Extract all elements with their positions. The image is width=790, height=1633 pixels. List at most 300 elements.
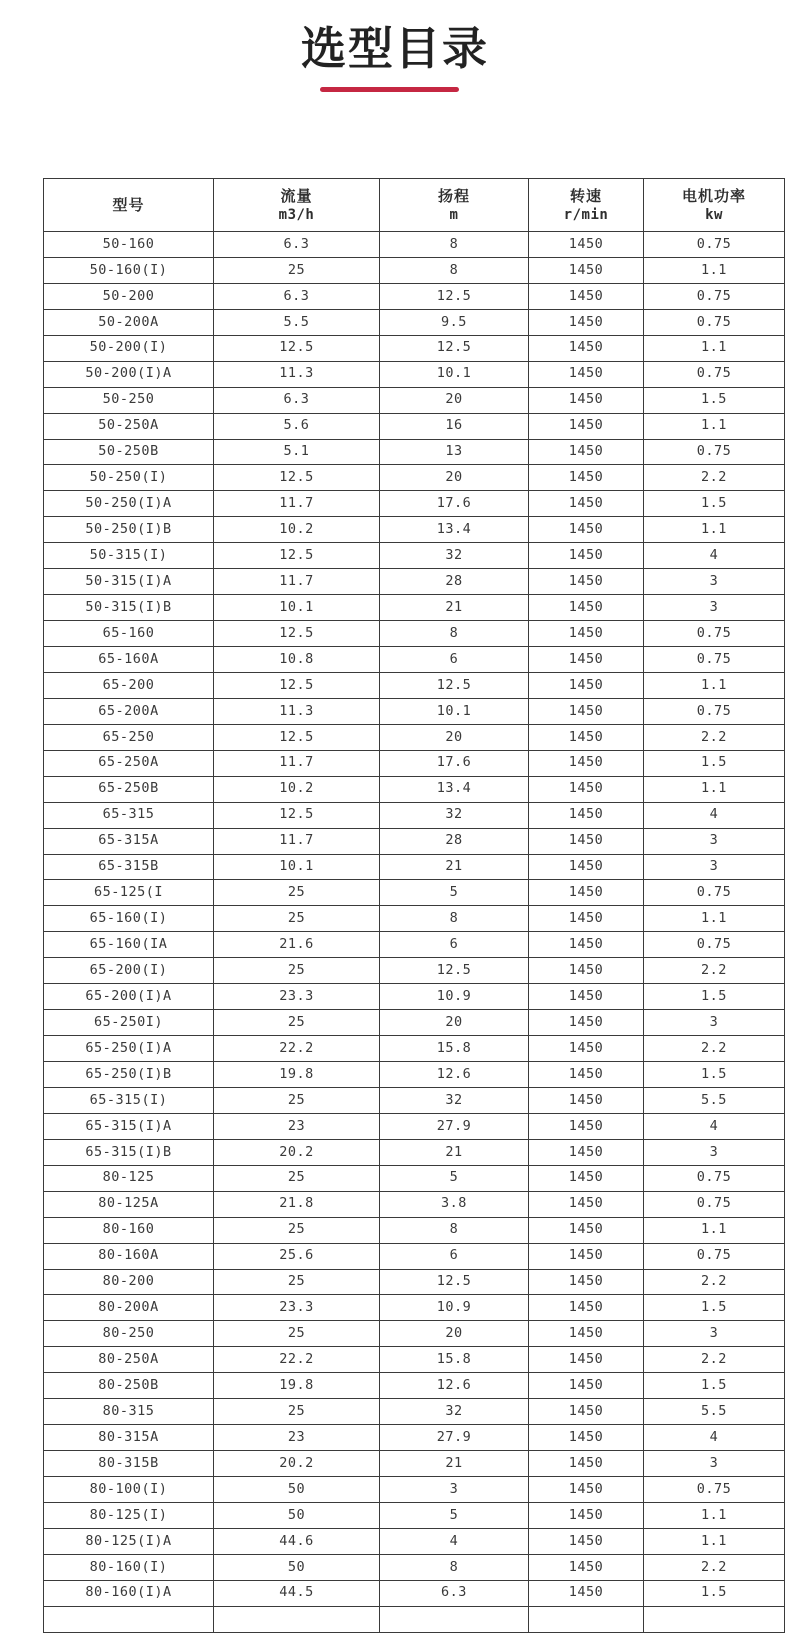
table-cell: 8 bbox=[380, 1217, 529, 1243]
table-row bbox=[44, 309, 785, 335]
table-cell: 1.1 bbox=[644, 257, 785, 283]
table-cell: 12.5 bbox=[380, 672, 529, 698]
table-cell: 5 bbox=[380, 880, 529, 906]
table-row bbox=[44, 724, 785, 750]
table-cell: 1.5 bbox=[644, 387, 785, 413]
table-cell bbox=[214, 1606, 380, 1632]
table-cell: 1450 bbox=[529, 439, 644, 465]
table-cell: 1450 bbox=[529, 1295, 644, 1321]
table-cell: 25 bbox=[214, 958, 380, 984]
table-cell: 1450 bbox=[529, 1036, 644, 1062]
table-cell: 1450 bbox=[529, 1191, 644, 1217]
col-header-speed bbox=[529, 179, 644, 232]
table-cell: 65-160 bbox=[44, 621, 214, 647]
table-cell: 25 bbox=[214, 257, 380, 283]
table-cell: 12.5 bbox=[214, 802, 380, 828]
table-cell: 80-125 bbox=[44, 1165, 214, 1191]
table-cell: 3 bbox=[644, 569, 785, 595]
table-row bbox=[44, 932, 785, 958]
table-cell: 2.2 bbox=[644, 1347, 785, 1373]
table-cell: 25 bbox=[214, 880, 380, 906]
table-cell: 20.2 bbox=[214, 1451, 380, 1477]
table-cell: 1.1 bbox=[644, 672, 785, 698]
table-cell: 1450 bbox=[529, 491, 644, 517]
col-header-power-unit: kw bbox=[705, 207, 723, 224]
table-cell: 1.1 bbox=[644, 413, 785, 439]
table-cell: 23.3 bbox=[214, 984, 380, 1010]
table-row bbox=[44, 958, 785, 984]
table-cell: 25 bbox=[214, 1321, 380, 1347]
table-cell: 1.1 bbox=[644, 1502, 785, 1528]
table-cell: 3 bbox=[644, 1139, 785, 1165]
table-cell: 1450 bbox=[529, 595, 644, 621]
table-cell: 65-315 bbox=[44, 802, 214, 828]
table-cell: 6.3 bbox=[214, 283, 380, 309]
table-cell: 1450 bbox=[529, 413, 644, 439]
table-cell: 50-315(I) bbox=[44, 543, 214, 569]
table-cell: 10.1 bbox=[214, 854, 380, 880]
table-cell: 12.5 bbox=[214, 465, 380, 491]
table-cell: 8 bbox=[380, 232, 529, 258]
table-cell: 6.3 bbox=[380, 1580, 529, 1606]
table-cell: 20.2 bbox=[214, 1139, 380, 1165]
table-cell: 10.1 bbox=[214, 595, 380, 621]
table-row bbox=[44, 257, 785, 283]
table-cell: 17.6 bbox=[380, 750, 529, 776]
table-cell: 0.75 bbox=[644, 361, 785, 387]
table-cell: 19.8 bbox=[214, 1373, 380, 1399]
table-cell: 1450 bbox=[529, 517, 644, 543]
table-row bbox=[44, 1554, 785, 1580]
table-cell bbox=[44, 1606, 214, 1632]
table-cell: 1450 bbox=[529, 257, 644, 283]
table-cell: 23 bbox=[214, 1425, 380, 1451]
col-header-speed-label: 转速 bbox=[569, 188, 602, 206]
table-cell: 1450 bbox=[529, 880, 644, 906]
table-cell: 4 bbox=[644, 1113, 785, 1139]
table-cell: 1450 bbox=[529, 1554, 644, 1580]
table-cell: 16 bbox=[380, 413, 529, 439]
table-row bbox=[44, 517, 785, 543]
table-cell: 50-315(I)A bbox=[44, 569, 214, 595]
table-row bbox=[44, 1010, 785, 1036]
table-cell: 65-160(IA bbox=[44, 932, 214, 958]
table-cell: 65-160(I) bbox=[44, 906, 214, 932]
table-cell: 80-125A bbox=[44, 1191, 214, 1217]
table-cell: 65-250B bbox=[44, 776, 214, 802]
table-cell: 27.9 bbox=[380, 1425, 529, 1451]
table-row bbox=[44, 906, 785, 932]
table-cell: 1.5 bbox=[644, 750, 785, 776]
table-cell: 1450 bbox=[529, 361, 644, 387]
table-cell: 80-125(I) bbox=[44, 1502, 214, 1528]
table-row bbox=[44, 880, 785, 906]
table-cell: 50-200(I)A bbox=[44, 361, 214, 387]
table-cell: 27.9 bbox=[380, 1113, 529, 1139]
table-cell: 13.4 bbox=[380, 517, 529, 543]
table-cell: 28 bbox=[380, 828, 529, 854]
table-cell: 4 bbox=[644, 1425, 785, 1451]
table-cell: 1450 bbox=[529, 932, 644, 958]
table-cell: 2.2 bbox=[644, 724, 785, 750]
table-row bbox=[44, 1347, 785, 1373]
table-cell: 0.75 bbox=[644, 1477, 785, 1503]
col-header-power-label: 电机功率 bbox=[681, 188, 746, 206]
table-row bbox=[44, 1373, 785, 1399]
table-cell: 65-315A bbox=[44, 828, 214, 854]
table-cell: 1450 bbox=[529, 1477, 644, 1503]
table-cell: 80-315A bbox=[44, 1425, 214, 1451]
table-cell: 0.75 bbox=[644, 232, 785, 258]
table-cell: 8 bbox=[380, 1554, 529, 1580]
table-cell: 1.1 bbox=[644, 1528, 785, 1554]
table-cell: 80-125(I)A bbox=[44, 1528, 214, 1554]
table-cell: 50-250(I)B bbox=[44, 517, 214, 543]
table-cell bbox=[529, 1606, 644, 1632]
table-cell: 25 bbox=[214, 1399, 380, 1425]
table-cell: 5.5 bbox=[644, 1087, 785, 1113]
table-cell: 12.5 bbox=[214, 335, 380, 361]
table-cell: 65-125(I bbox=[44, 880, 214, 906]
table-cell: 0.75 bbox=[644, 1243, 785, 1269]
table-cell: 50-200 bbox=[44, 283, 214, 309]
table-cell: 2.2 bbox=[644, 465, 785, 491]
table-row bbox=[44, 1580, 785, 1606]
table-row bbox=[44, 621, 785, 647]
table-cell: 1450 bbox=[529, 1113, 644, 1139]
table-cell: 13.4 bbox=[380, 776, 529, 802]
table-cell: 21 bbox=[380, 1451, 529, 1477]
col-header-flow bbox=[214, 179, 380, 232]
table-cell: 21.6 bbox=[214, 932, 380, 958]
table-cell: 3 bbox=[644, 854, 785, 880]
table-cell: 80-160 bbox=[44, 1217, 214, 1243]
table-cell: 8 bbox=[380, 621, 529, 647]
table-cell: 1450 bbox=[529, 1347, 644, 1373]
table-cell: 4 bbox=[644, 543, 785, 569]
table-cell: 80-250 bbox=[44, 1321, 214, 1347]
table-cell: 3 bbox=[644, 1321, 785, 1347]
table-cell: 8 bbox=[380, 906, 529, 932]
table-cell: 4 bbox=[380, 1528, 529, 1554]
table-cell: 5.1 bbox=[214, 439, 380, 465]
table-cell: 50 bbox=[214, 1477, 380, 1503]
table-cell: 25 bbox=[214, 906, 380, 932]
table-cell: 50 bbox=[214, 1554, 380, 1580]
table-cell: 1450 bbox=[529, 569, 644, 595]
table-cell bbox=[380, 1606, 529, 1632]
table-cell: 8 bbox=[380, 257, 529, 283]
table-cell: 1450 bbox=[529, 672, 644, 698]
table-cell: 1450 bbox=[529, 335, 644, 361]
col-header-model-label: 型号 bbox=[112, 196, 145, 214]
table-cell: 65-315(I)B bbox=[44, 1139, 214, 1165]
col-header-head-label: 扬程 bbox=[437, 188, 470, 206]
table-cell: 1.5 bbox=[644, 1062, 785, 1088]
table-cell: 65-160A bbox=[44, 647, 214, 673]
table-cell: 1450 bbox=[529, 1062, 644, 1088]
table-cell: 65-250(I)A bbox=[44, 1036, 214, 1062]
table-cell: 3 bbox=[644, 828, 785, 854]
table-row bbox=[44, 1243, 785, 1269]
table-cell: 65-250I) bbox=[44, 1010, 214, 1036]
col-header-head-unit: m bbox=[449, 207, 459, 224]
table-cell: 25 bbox=[214, 1269, 380, 1295]
table-cell: 1450 bbox=[529, 647, 644, 673]
table-cell: 2.2 bbox=[644, 1036, 785, 1062]
table-cell: 50-250B bbox=[44, 439, 214, 465]
table-row bbox=[44, 1295, 785, 1321]
table-cell: 12.5 bbox=[214, 543, 380, 569]
table-cell: 1450 bbox=[529, 1165, 644, 1191]
table-cell: 22.2 bbox=[214, 1347, 380, 1373]
table-cell: 50-250A bbox=[44, 413, 214, 439]
table-cell: 1450 bbox=[529, 283, 644, 309]
table-row bbox=[44, 1399, 785, 1425]
table-cell: 2.2 bbox=[644, 958, 785, 984]
table-row bbox=[44, 465, 785, 491]
table-cell: 65-250 bbox=[44, 724, 214, 750]
table-row bbox=[44, 672, 785, 698]
table-cell: 1450 bbox=[529, 776, 644, 802]
table-cell: 1450 bbox=[529, 1373, 644, 1399]
table-cell: 50-160(I) bbox=[44, 257, 214, 283]
table-cell: 1450 bbox=[529, 309, 644, 335]
table-cell: 3 bbox=[380, 1477, 529, 1503]
table-cell: 0.75 bbox=[644, 1191, 785, 1217]
table-cell: 10.1 bbox=[380, 361, 529, 387]
table-cell: 80-315B bbox=[44, 1451, 214, 1477]
table-cell: 65-315(I)A bbox=[44, 1113, 214, 1139]
table-cell: 80-200A bbox=[44, 1295, 214, 1321]
table-cell: 80-200 bbox=[44, 1269, 214, 1295]
table-cell: 15.8 bbox=[380, 1036, 529, 1062]
table-cell: 1450 bbox=[529, 1269, 644, 1295]
col-header-flow-label: 流量 bbox=[280, 188, 313, 206]
table-cell: 80-160(I) bbox=[44, 1554, 214, 1580]
table-row bbox=[44, 543, 785, 569]
table-header-row bbox=[44, 179, 785, 232]
table-cell: 1.5 bbox=[644, 1295, 785, 1321]
table-row bbox=[44, 413, 785, 439]
table-cell: 1450 bbox=[529, 543, 644, 569]
table-cell: 23 bbox=[214, 1113, 380, 1139]
table-row bbox=[44, 854, 785, 880]
table-cell: 1450 bbox=[529, 1087, 644, 1113]
table-row bbox=[44, 1528, 785, 1554]
table-cell: 0.75 bbox=[644, 439, 785, 465]
table-cell: 25 bbox=[214, 1165, 380, 1191]
table-cell: 21 bbox=[380, 595, 529, 621]
table-cell: 1450 bbox=[529, 984, 644, 1010]
table-cell: 6 bbox=[380, 932, 529, 958]
table-cell: 1450 bbox=[529, 828, 644, 854]
table-cell: 3.8 bbox=[380, 1191, 529, 1217]
table-cell: 12.5 bbox=[380, 958, 529, 984]
table-row bbox=[44, 569, 785, 595]
table-cell: 10.9 bbox=[380, 1295, 529, 1321]
table-cell: 80-250B bbox=[44, 1373, 214, 1399]
table-cell: 1.1 bbox=[644, 517, 785, 543]
table-cell: 0.75 bbox=[644, 647, 785, 673]
table-cell: 1450 bbox=[529, 1321, 644, 1347]
table-cell: 20 bbox=[380, 1321, 529, 1347]
table-row bbox=[44, 1477, 785, 1503]
table-cell: 80-250A bbox=[44, 1347, 214, 1373]
table-cell: 3 bbox=[644, 1010, 785, 1036]
table-cell: 20 bbox=[380, 465, 529, 491]
table-cell: 22.2 bbox=[214, 1036, 380, 1062]
table-cell: 3 bbox=[644, 1451, 785, 1477]
table-row bbox=[44, 776, 785, 802]
table-cell: 11.7 bbox=[214, 750, 380, 776]
table-cell: 20 bbox=[380, 724, 529, 750]
table-cell: 1450 bbox=[529, 387, 644, 413]
table-row bbox=[44, 1165, 785, 1191]
table-cell: 1450 bbox=[529, 621, 644, 647]
table-cell: 2.2 bbox=[644, 1269, 785, 1295]
table-cell: 50-160 bbox=[44, 232, 214, 258]
table-cell: 25 bbox=[214, 1087, 380, 1113]
table-cell: 1.1 bbox=[644, 335, 785, 361]
table-cell: 1450 bbox=[529, 958, 644, 984]
table-row bbox=[44, 1321, 785, 1347]
table-cell: 1450 bbox=[529, 1010, 644, 1036]
table-cell: 65-250A bbox=[44, 750, 214, 776]
table-cell: 21 bbox=[380, 854, 529, 880]
table-cell: 32 bbox=[380, 802, 529, 828]
table-cell: 50-315(I)B bbox=[44, 595, 214, 621]
title-underline bbox=[320, 87, 459, 92]
table-cell: 11.7 bbox=[214, 569, 380, 595]
table-cell: 21.8 bbox=[214, 1191, 380, 1217]
table-cell: 0.75 bbox=[644, 309, 785, 335]
table-cell: 32 bbox=[380, 543, 529, 569]
table-cell: 65-200(I) bbox=[44, 958, 214, 984]
table-row bbox=[44, 1451, 785, 1477]
table-row bbox=[44, 647, 785, 673]
table-cell: 5.5 bbox=[214, 309, 380, 335]
table-cell bbox=[644, 1606, 785, 1632]
table-cell: 1450 bbox=[529, 698, 644, 724]
table-cell: 11.7 bbox=[214, 828, 380, 854]
table-cell: 80-160A bbox=[44, 1243, 214, 1269]
table-cell: 10.2 bbox=[214, 776, 380, 802]
col-header-model bbox=[44, 179, 214, 232]
table-cell: 65-200A bbox=[44, 698, 214, 724]
table-row bbox=[44, 439, 785, 465]
table-row bbox=[44, 1425, 785, 1451]
col-header-flow-unit: m3/h bbox=[278, 207, 315, 224]
table-cell: 0.75 bbox=[644, 932, 785, 958]
table-cell: 15.8 bbox=[380, 1347, 529, 1373]
table-cell: 1450 bbox=[529, 1425, 644, 1451]
table-cell: 1450 bbox=[529, 1528, 644, 1554]
table-cell: 6 bbox=[380, 1243, 529, 1269]
table-row bbox=[44, 802, 785, 828]
table-cell: 21 bbox=[380, 1139, 529, 1165]
table-cell: 1450 bbox=[529, 232, 644, 258]
table-cell: 20 bbox=[380, 1010, 529, 1036]
table-cell: 1.5 bbox=[644, 984, 785, 1010]
table-row bbox=[44, 595, 785, 621]
table-cell: 1450 bbox=[529, 750, 644, 776]
table-cell: 1450 bbox=[529, 1580, 644, 1606]
table-cell: 32 bbox=[380, 1399, 529, 1425]
table-cell: 1.1 bbox=[644, 1217, 785, 1243]
table-cell: 65-315B bbox=[44, 854, 214, 880]
table-cell: 50-200(I) bbox=[44, 335, 214, 361]
table-cell: 5 bbox=[380, 1502, 529, 1528]
table-cell: 1450 bbox=[529, 1451, 644, 1477]
col-header-speed-unit: r/min bbox=[563, 207, 609, 224]
table-row bbox=[44, 491, 785, 517]
table-row bbox=[44, 283, 785, 309]
table-cell: 12.5 bbox=[214, 672, 380, 698]
table-row bbox=[44, 1502, 785, 1528]
table-row bbox=[44, 750, 785, 776]
table-row bbox=[44, 1036, 785, 1062]
table-cell: 12.6 bbox=[380, 1373, 529, 1399]
table-cell: 50-200A bbox=[44, 309, 214, 335]
table-cell: 6.3 bbox=[214, 387, 380, 413]
table-cell: 6 bbox=[380, 647, 529, 673]
table-cell: 6.3 bbox=[214, 232, 380, 258]
table-cell: 1450 bbox=[529, 1139, 644, 1165]
table-cell: 3 bbox=[644, 595, 785, 621]
table-row bbox=[44, 828, 785, 854]
table-cell: 1.1 bbox=[644, 776, 785, 802]
table-cell: 4 bbox=[644, 802, 785, 828]
table-cell: 1.5 bbox=[644, 1580, 785, 1606]
table-cell: 0.75 bbox=[644, 880, 785, 906]
table-cell: 11.3 bbox=[214, 361, 380, 387]
table-row bbox=[44, 1217, 785, 1243]
table-cell: 23.3 bbox=[214, 1295, 380, 1321]
selection-table bbox=[43, 178, 785, 1633]
table-cell: 1450 bbox=[529, 802, 644, 828]
table-cell: 12.5 bbox=[380, 283, 529, 309]
table-cell: 19.8 bbox=[214, 1062, 380, 1088]
table-cell: 2.2 bbox=[644, 1554, 785, 1580]
table-cell: 44.5 bbox=[214, 1580, 380, 1606]
table-row bbox=[44, 387, 785, 413]
table-cell: 0.75 bbox=[644, 621, 785, 647]
table-cell: 1.5 bbox=[644, 491, 785, 517]
table-cell: 1.1 bbox=[644, 906, 785, 932]
table-cell: 10.1 bbox=[380, 698, 529, 724]
table-row bbox=[44, 1113, 785, 1139]
table-cell: 25.6 bbox=[214, 1243, 380, 1269]
table-cell: 80-160(I)A bbox=[44, 1580, 214, 1606]
table-cell: 5 bbox=[380, 1165, 529, 1191]
table-cell: 12.5 bbox=[214, 724, 380, 750]
table-row-partial bbox=[44, 1606, 785, 1632]
table-cell: 1450 bbox=[529, 854, 644, 880]
table-cell: 1450 bbox=[529, 465, 644, 491]
table-row bbox=[44, 1269, 785, 1295]
table-cell: 65-315(I) bbox=[44, 1087, 214, 1113]
table-cell: 80-100(I) bbox=[44, 1477, 214, 1503]
table-cell: 5.5 bbox=[644, 1399, 785, 1425]
table-cell: 1450 bbox=[529, 1502, 644, 1528]
table-cell: 10.2 bbox=[214, 517, 380, 543]
table-cell: 12.5 bbox=[380, 1269, 529, 1295]
table-cell: 1450 bbox=[529, 724, 644, 750]
table-cell: 9.5 bbox=[380, 309, 529, 335]
table-cell: 11.7 bbox=[214, 491, 380, 517]
table-cell: 80-315 bbox=[44, 1399, 214, 1425]
